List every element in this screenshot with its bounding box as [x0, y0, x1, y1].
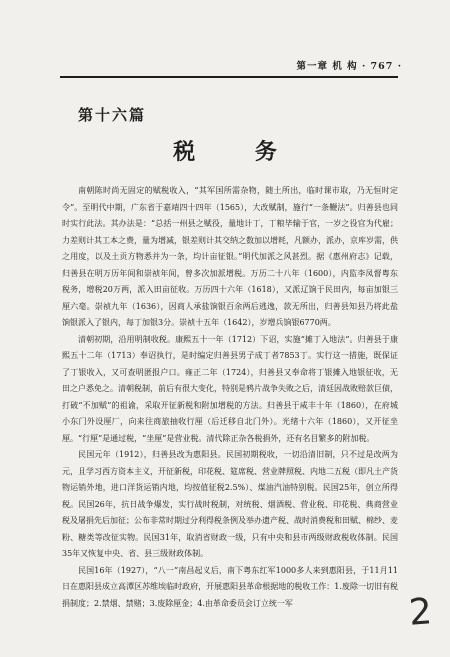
paragraph: 清朝初期，沿用明制收税。康熙五十一年（1712）下诏，实施“摊丁入地法”。归善县于康熙五十二年（1713）奉诏执行，是时编定归善县男子成丁者7853丁。实行这一措施，既保证了丁银收入，又可查明匿报户口。雍正二年（1724），归善县又奉命将丁银摊入地银征收，无田之户悉免之。清朝税制，前后有很大变化，特别是鸦片战争失败之后，清廷因战败赔款巨债，打破“不加赋”的祖谕，采取开征新税和附加增税的方法。归善县于咸丰十年（1860），在府城小东门外设厘厂，向来往商旅抽收行厘（后迁移自北门外）。光绪十六年（1860），又开征坐厘。“行厘”是通过税，“坐厘”是营业税。清代除正杂各税捐外，还有名目繁多的附加税。	[62, 334, 398, 443]
header-rule	[60, 76, 398, 78]
body-text	[62, 183, 398, 612]
chapter-number: 第十六篇	[78, 106, 147, 124]
running-header: 第一章 机 构 · 767 ·	[296, 61, 402, 72]
chapter-title: 税 务	[173, 139, 303, 165]
paragraph: 民国16年（1927），“八一”南昌起义后，南下粤东红军1000多人来到惠阳县，于11月11日在惠阳县成立高潭区苏维埃临时政府，开展惠阳县革命根据地的税收工作：1.废除一切旧有税捐制度；2.禁烟、禁赌；3.废除厘金；4.由革命委员会订立统一军	[62, 565, 398, 608]
paragraph: 南朝陈时尚无固定的赋税收入，“其军国所需杂物，随土所出，临时课市取，乃无恒时定令”。至明代中期，广东省于嘉靖四十四年（1565），大改赋制，施行“一条鞭法”。归善县也同时实行此法。其办法是：“总括一州县之赋役，量地计丁，丁粮毕输于官，一岁之役官为代雇；力差则计其工本之费，量为增减，银差则计其交纳之数加以增耗，凡额办，派办，京库岁需，供之用度，以及土贡方物悉并为一条，均计亩征银。”明代加派之风甚烈。据《惠州府志》记载，归善县在明万历年间和崇祯年间，曾多次加派增税。万历二十八年（1600），内监李凤督粤东税务，增税20万两，派入田亩征收。万历四十六年（1618），又派辽饷于民田内，每亩加银三厘六毫。崇祯九年（1636），因商人承盐饷银百余两后逃逸，款无所出，归善县知县乃将此盐饷银派入了银内，每丁加银3分。崇祯十五年（1642），岁增兵饷银6770两。	[62, 186, 398, 327]
paragraph: 民国元年（1912），归善县改为惠阳县。民国初期税收，一切沿清旧制，只不过是改两为元，且学习西方资本主义，开征新税，印花税、筵席税、营业牌照税、内地二五税（即凡土产货物运销外地，进口洋货运销内地，均按值征税2.5%）、煤油汽油特别税。民国25年，创立所得税。民国26年，抗日战争爆发，实行战时税制，对统税、烟酒税、营业税、印花税、典商营业税及屠捐先后加征；公布非常时期过分利得税条例及举办遗产税、战时消费税和田赋、棉纱、麦粉、糖类等改征实物。民国31年，取消省财政一级，只有中央和县市两级财政税收体制。民国35年又恢复中央、省、县三级财政体制。	[62, 450, 398, 558]
handwritten-page-mark: 2	[407, 591, 434, 634]
